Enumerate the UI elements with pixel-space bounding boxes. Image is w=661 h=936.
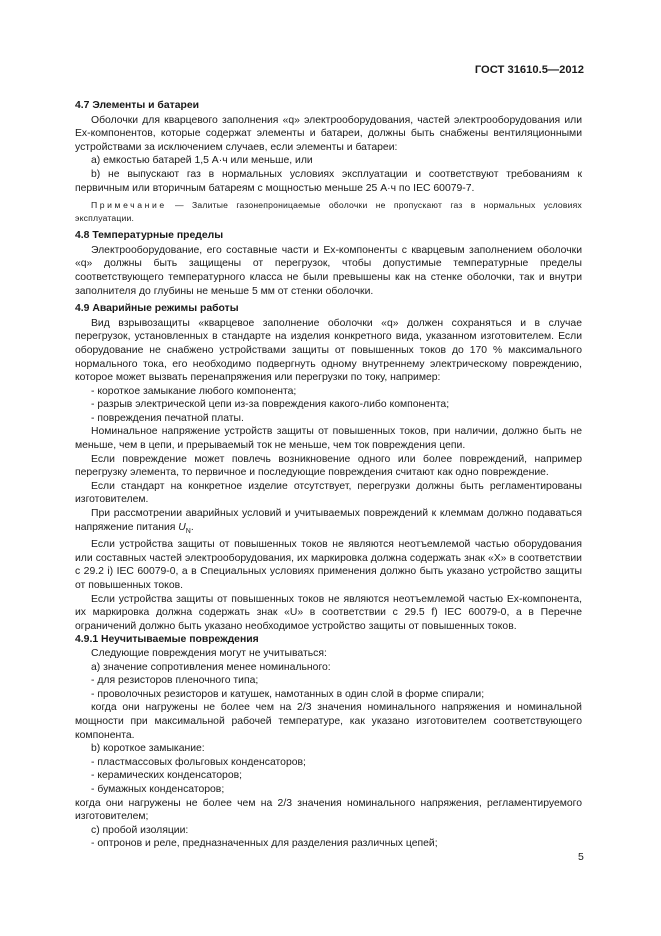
section-4-7-title: 4.7 Элементы и батареи: [75, 100, 200, 111]
list-item: b) не выпускают газ в нормальных условиях эксплуатации и соответствуют требованиям к первичным или вторичным батареям с мощностью меньше 25 А·ч по IEC 60079-7.: [75, 168, 582, 194]
text: .: [190, 521, 194, 533]
list-item: - бумажных конденсаторов;: [91, 783, 225, 795]
paragraph: когда они нагружены не более чем на 2/3 значения номинального напряжения, регламентируемого изготовителем;: [75, 797, 582, 823]
note-text: — Залитые газонепроницаемые оболочки не пропускают газ в нормальных условиях эксплуатации.: [75, 200, 582, 224]
paragraph: Оболочки для кварцевого заполнения «q» электрооборудования, частей электрооборудования или Ex-компонентов, которые содержат элементы и батареи, должны быть снабжены вентиляционными устройствами за исключением случаев, если элементы и батареи:: [75, 114, 582, 153]
voltage-symbol: U: [178, 521, 186, 533]
page-content: [75, 95, 582, 851]
section-4-9-title: 4.9 Аварийные режимы работы: [75, 303, 239, 315]
list-item: - для резисторов пленочного типа;: [91, 675, 259, 687]
list-item: - короткое замыкание любого компонента;: [91, 385, 297, 397]
paragraph: Если устройства защиты от повышенных токов не являются неотъемлемой частью оборудования или составных частей электрооборудования, их маркировка должна содержать знак «X» в соответствии с 29.2 i) IEC 60079-0, а в Специальных условиях применения должно быть указано устройство защиты от повышенных токов.: [75, 539, 582, 592]
list-item: - повреждения печатной платы.: [91, 412, 244, 424]
paragraph: Если стандарт на конкретное изделие отсутствует, перегрузки должны быть регламентированы изготовителем.: [75, 480, 582, 506]
paragraph: Если устройства защиты от повышенных токов не являются неотъемлемой частью Ex-компонента, их маркировка должна содержать знак «U» в соответствии с 29.5 f) IEC 60079-0, а в Перечне ограничений должно быть указано необходимое устройство защиты от повышенных токов.: [75, 593, 582, 632]
list-item: - керамических конденсаторов;: [91, 770, 243, 782]
page-number: 5: [578, 851, 584, 863]
list-item: b) короткое замыкание:: [91, 743, 205, 755]
paragraph: Следующие повреждения могут не учитываться:: [91, 648, 327, 660]
voltage-subscript: N: [185, 527, 191, 535]
paragraph: Если повреждение может повлечь возникновение одного или более повреждений, например перегрузку элемента, то первичное и последующие повреждения считают как одно повреждение.: [75, 453, 582, 479]
standard-header: ГОСТ 31610.5—2012: [474, 64, 584, 76]
list-item: - проволочных резисторов и катушек, намотанных в один слой в форме спирали;: [91, 688, 485, 700]
paragraph: когда они нагружены не более чем на 2/3 значения номинального напряжения и номинальной мощности при максимальной рабочей температуре, как указано изготовителем соответствующего компонента.: [75, 702, 582, 741]
section-4-9-1-title: 4.9.1 Неучитываемые повреждения: [75, 634, 259, 646]
list-item: c) пробой изоляции:: [91, 824, 189, 836]
list-item: - оптронов и реле, предназначенных для разделения различных цепей;: [91, 838, 438, 850]
paragraph: [75, 507, 582, 538]
note: [75, 199, 582, 225]
note-label: Примечание: [91, 200, 167, 211]
text: При рассмотрении аварийных условий и учитываемых повреждений к клеммам должно подаваться напряжение питания: [75, 508, 582, 533]
paragraph: Вид взрывозащиты «кварцевое заполнение оболочки «q» должен сохраняться и в случае перегрузок, установленных в стандарте на изделия конкретного вида, указанном изготовителем. Если оборудование не снабжено устройствами защиты от повышенных токов до 170 % максимального нормального тока, его необходимо подвергнуть одному внутреннему электрическому повреждению, которое может вызвать перенапряжения или перегрузки по току, например:: [75, 317, 582, 384]
list-item: а) емкостью батарей 1,5 А·ч или меньше, или: [91, 155, 313, 167]
section-4-8-title: 4.8 Температурные пределы: [75, 230, 224, 242]
list-item: - разрыв электрической цепи из-за повреждения какого-либо компонента;: [91, 399, 450, 411]
paragraph: Номинальное напряжение устройств защиты от повышенных токов, при наличии, должно быть не меньше, чем в цепи, и прерываемый ток не меньше, чем ток повреждения цепи.: [75, 426, 582, 452]
paragraph: Электрооборудование, его составные части и Ex-компоненты с кварцевым заполнением оболочки «q» должны быть защищены от перегрузок, чтобы допустимые температурные пределы соответствующего температурного класса не были превышены как на стенке оболочки, так и внутри заполнителя до глубины не меньше 5 мм от стенки оболочки.: [75, 244, 582, 297]
list-item: а) значение сопротивления менее номинального:: [91, 661, 331, 673]
list-item: - пластмассовых фольговых конденсаторов;: [91, 756, 306, 768]
